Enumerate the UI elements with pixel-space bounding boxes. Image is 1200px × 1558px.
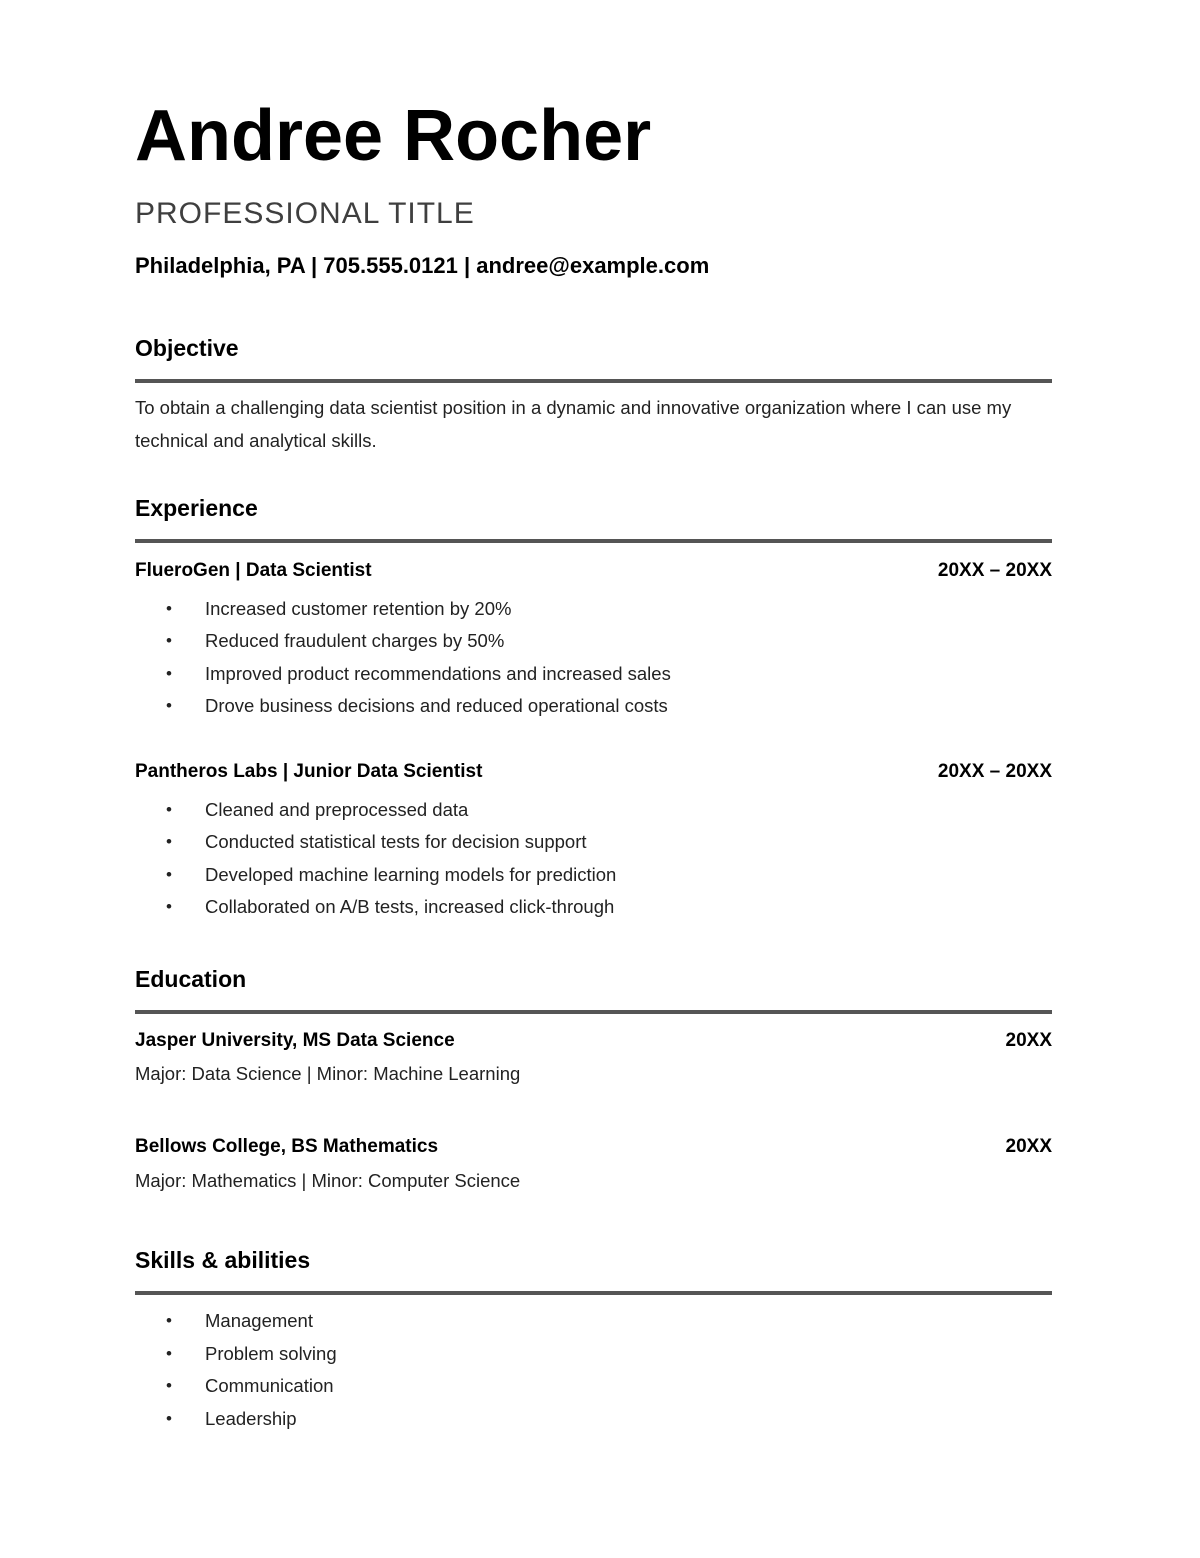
skill-item: • Problem solving (135, 1338, 1052, 1371)
job-bullet: • Conducted statistical tests for decision support (135, 826, 1052, 859)
job-title: FlueroGen | Data Scientist (135, 560, 372, 581)
job-entry (135, 560, 1052, 723)
section-divider (135, 379, 1052, 383)
job-dates: 20XX – 20XX (937, 560, 1052, 581)
experience-heading: Experience (135, 495, 258, 521)
education-heading: Education (135, 965, 247, 992)
section-divider (135, 1291, 1052, 1295)
job-title: Pantheros Labs | Junior Data Scientist (135, 760, 483, 782)
objective-heading: Objective (135, 335, 239, 361)
experience-section (135, 495, 1052, 924)
job-entry (135, 761, 1052, 924)
skill-item: • Leadership (135, 1403, 1052, 1436)
skill-item: • Communication (135, 1370, 1052, 1403)
objective-section (135, 335, 1052, 457)
skills-heading: Skills & abilities (135, 1247, 311, 1274)
professional-title: PROFESSIONAL TITLE (135, 197, 475, 230)
section-divider (135, 1010, 1052, 1014)
job-bullet-list (135, 794, 1052, 924)
job-header (135, 761, 1052, 784)
job-bullet: • Increased customer retention by 20% (135, 593, 1052, 626)
school-details: Major: Data Science | Minor: Machine Learning (135, 1063, 521, 1085)
job-bullet: • Improved product recommendations and increased sales (135, 658, 1052, 691)
job-dates: 20XX – 20XX (937, 760, 1052, 782)
person-name: Andree Rocher (135, 96, 652, 176)
school-header (135, 1030, 1052, 1053)
job-bullet: • Cleaned and preprocessed data (135, 794, 1052, 827)
school-title: Bellows College, BS Mathematics (135, 1136, 439, 1158)
job-bullet: • Reduced fraudulent charges by 50% (135, 625, 1052, 658)
skill-item: • Management (135, 1305, 1052, 1338)
job-bullet-list (135, 593, 1052, 723)
skills-list (135, 1305, 1052, 1435)
school-dates: 20XX (1005, 1136, 1052, 1158)
section-divider (135, 539, 1052, 543)
job-bullet: • Developed machine learning models for prediction (135, 859, 1052, 892)
education-entry (135, 1030, 1052, 1087)
education-section (135, 966, 1052, 1194)
job-bullet: • Drove business decisions and reduced operational costs (135, 690, 1052, 723)
school-details: Major: Mathematics | Minor: Computer Science (135, 1170, 521, 1192)
school-dates: 20XX (1005, 1029, 1052, 1051)
job-header (135, 560, 1052, 583)
contact-info: Philadelphia, PA | 705.555.0121 | andree@example.com (135, 253, 710, 278)
objective-text: To obtain a challenging data scientist position in a dynamic and innovative organization where I can use my technical and analytical skills. (135, 397, 1012, 451)
school-title: Jasper University, MS Data Science (135, 1029, 455, 1051)
school-header (135, 1136, 1052, 1159)
skills-section (135, 1247, 1052, 1435)
resume-header (135, 96, 1052, 278)
job-bullet: • Collaborated on A/B tests, increased click-through (135, 891, 1052, 924)
education-entry (135, 1136, 1052, 1193)
